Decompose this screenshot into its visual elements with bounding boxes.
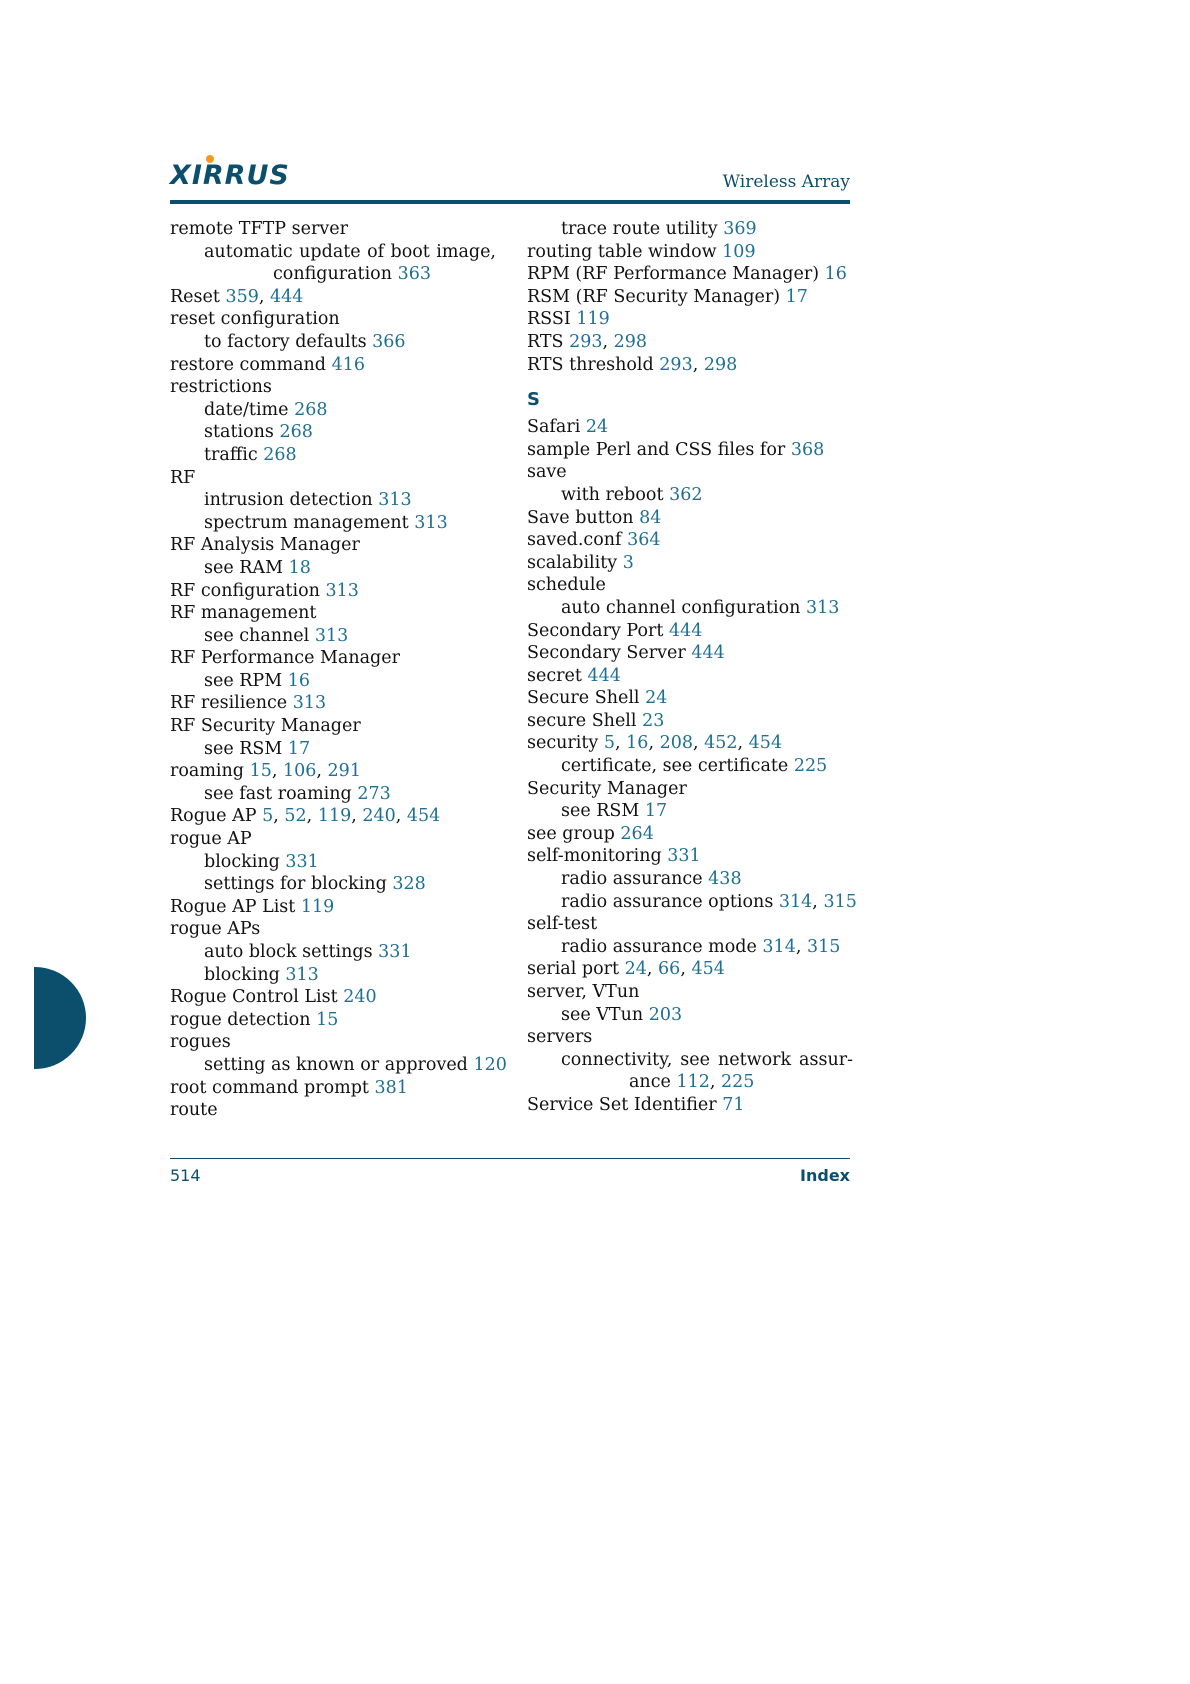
index-entry — [527, 574, 857, 597]
page-reference-link[interactable]: 84 — [639, 507, 662, 528]
index-term: traffic — [204, 444, 258, 465]
page-reference-link[interactable]: 452 — [704, 733, 738, 754]
index-entry — [170, 941, 500, 964]
index-entry — [527, 868, 857, 891]
index-term: radio assurance — [561, 869, 703, 890]
page-reference-link[interactable]: 23 — [642, 710, 665, 731]
index-entry — [170, 715, 500, 738]
page-reference-link[interactable]: 240 — [343, 987, 377, 1008]
index-entry — [170, 647, 500, 670]
index-term: restore command — [170, 354, 326, 375]
page-reference-link[interactable]: 369 — [723, 219, 757, 239]
index-entry — [170, 873, 500, 896]
index-entry — [527, 507, 857, 530]
page-reference-link[interactable]: 268 — [263, 444, 297, 465]
index-entry — [170, 308, 500, 331]
index-term: Security Manager — [527, 778, 687, 799]
page-reference-link[interactable]: 313 — [414, 512, 448, 533]
index-term: RSSI — [527, 309, 571, 330]
index-term: roaming — [170, 761, 244, 782]
index-term: radio assurance options — [561, 891, 774, 912]
index-entry — [170, 467, 500, 490]
index-entry — [170, 1054, 507, 1077]
index-entry — [170, 964, 500, 987]
footer-section-name: Index — [800, 1166, 850, 1185]
page-reference-link[interactable]: 240 — [362, 806, 396, 827]
page-reference-link[interactable]: 313 — [285, 964, 319, 985]
index-term: RSM (RF Security Manager) — [527, 286, 781, 307]
index-entry — [170, 263, 500, 286]
index-entry: RTS threshold 293, 298 — [527, 354, 738, 375]
index-term: Rogue AP List — [170, 896, 296, 917]
index-term: secure Shell — [527, 710, 637, 731]
page-reference-link[interactable]: 366 — [372, 331, 406, 352]
index-entry — [170, 1077, 500, 1100]
page-reference-link[interactable]: 298 — [703, 354, 738, 375]
index-entry — [527, 778, 857, 801]
index-entry — [527, 241, 857, 264]
index-term: Reset — [170, 286, 220, 307]
index-entry: security 5, 16, 208, 452, 454 — [527, 733, 783, 754]
index-entry: Rogue AP 5, 52, 119, 240, 454 — [170, 806, 441, 827]
index-entry — [527, 665, 857, 688]
page-reference-link[interactable]: 15 — [316, 1009, 339, 1030]
page-reference-link[interactable]: 368 — [790, 439, 825, 460]
index-term: saved.conf — [527, 530, 622, 551]
index-entry — [170, 670, 500, 693]
index-entry: Reset 359, 444 — [170, 286, 304, 307]
index-entry — [527, 263, 857, 286]
index-entry — [170, 218, 500, 241]
page-reference-link[interactable]: 359 — [225, 286, 259, 307]
index-term: auto block settings — [204, 942, 373, 962]
page-reference-link[interactable]: 331 — [285, 851, 319, 872]
index-term: self-test — [527, 914, 598, 935]
index-term: RF Performance Manager — [170, 648, 400, 669]
index-term: rogue AP — [170, 829, 252, 850]
page-reference-link[interactable]: 24 — [585, 417, 609, 438]
page-reference-link[interactable]: 5 — [262, 806, 274, 827]
index-term: restrictions — [170, 377, 272, 398]
page-reference-link[interactable]: 3 — [622, 552, 634, 573]
index-term: remote TFTP server — [170, 219, 348, 239]
index-term: serial port — [527, 959, 620, 980]
page-reference-link[interactable]: 315 — [806, 936, 841, 957]
page-reference-link[interactable]: 112 — [676, 1072, 710, 1093]
header-title: Wireless Array — [722, 172, 850, 192]
index-entry — [527, 286, 857, 309]
header-rule — [170, 200, 850, 204]
page-reference-link[interactable]: 17 — [644, 801, 668, 822]
index-term: connectivity, see network assur- — [561, 1049, 853, 1070]
index-entry — [527, 642, 857, 665]
index-entry — [527, 981, 857, 1004]
index-term: root command prompt — [170, 1077, 369, 1098]
index-entry — [527, 484, 857, 507]
page-reference-link[interactable]: 454 — [748, 733, 783, 754]
index-term: with reboot — [561, 484, 664, 505]
section-thumb-tab — [34, 967, 86, 1069]
index-entry — [170, 1031, 500, 1054]
page-reference-link[interactable]: 24 — [645, 688, 668, 709]
index-term: secret — [527, 665, 582, 686]
index-entry — [527, 308, 857, 331]
index-term: to factory defaults — [204, 331, 367, 352]
page-reference-link[interactable]: 444 — [270, 286, 304, 307]
index-term: see fast roaming — [204, 783, 352, 804]
index-entry — [527, 1026, 857, 1049]
index-term: ance — [629, 1072, 671, 1093]
index-term: stations — [204, 422, 274, 443]
index-term: RF management — [170, 603, 317, 624]
index-term: Secondary Server — [527, 643, 686, 664]
page-reference-link[interactable]: 331 — [378, 942, 412, 962]
page-reference-link[interactable]: 71 — [722, 1094, 745, 1115]
index-term: Secure Shell — [527, 688, 640, 709]
index-term: rogue APs — [170, 919, 261, 940]
index-entry: roaming 15, 106, 291 — [170, 761, 361, 782]
index-entry: radio assurance mode 314, 315 — [561, 936, 841, 957]
logo-text: XIRRUS — [170, 160, 290, 191]
index-entry: radio assurance options 314, 315 — [561, 891, 857, 912]
index-entry — [527, 529, 857, 552]
page-reference-link[interactable]: 120 — [473, 1054, 507, 1075]
index-entry: serial port 24, 66, 454 — [527, 959, 725, 980]
page-reference-link[interactable]: 52 — [284, 806, 307, 827]
page-reference-link[interactable]: 5 — [603, 733, 616, 754]
index-term: servers — [527, 1027, 593, 1048]
page-reference-link[interactable]: 293 — [569, 331, 603, 352]
index-entry — [170, 557, 500, 580]
index-term: RF Analysis Manager — [170, 535, 360, 556]
index-entry — [170, 896, 500, 919]
index-entry — [527, 710, 857, 733]
xirrus-logo — [170, 150, 320, 198]
index-entry — [527, 597, 857, 620]
index-term: route — [170, 1100, 218, 1121]
index-term: intrusion detection — [204, 490, 373, 511]
index-entry — [170, 783, 500, 806]
page-reference-link[interactable]: 119 — [300, 896, 335, 917]
index-term: RTS threshold — [527, 354, 654, 375]
page-reference-link[interactable]: 438 — [708, 869, 742, 890]
index-term: see RSM — [561, 801, 640, 822]
index-term: Safari — [527, 417, 581, 438]
page-reference-link[interactable]: 24 — [624, 959, 647, 980]
page-reference-link[interactable]: 298 — [613, 331, 648, 352]
index-term: radio assurance mode — [561, 936, 757, 957]
index-term: see RSM — [204, 738, 283, 759]
page-reference-link[interactable]: 119 — [317, 806, 352, 827]
page-reference-link[interactable]: 291 — [327, 761, 361, 782]
index-entry — [170, 399, 500, 422]
page-header — [170, 150, 850, 206]
index-term: see RPM — [204, 670, 283, 691]
index-term: save — [527, 462, 567, 483]
index-term: rogue detection — [170, 1009, 311, 1030]
index-term: server, VTun — [527, 982, 640, 1002]
page-reference-link[interactable]: 381 — [374, 1077, 408, 1098]
page-reference-link[interactable]: 454 — [406, 806, 441, 827]
index-term: schedule — [527, 575, 606, 596]
page-reference-link[interactable]: 313 — [325, 580, 359, 601]
page-reference-link[interactable]: 106 — [283, 761, 317, 782]
index-entry — [170, 580, 500, 603]
page-reference-link[interactable]: 314 — [778, 891, 813, 912]
index-entry — [170, 241, 500, 264]
index-entry — [170, 376, 500, 399]
index-entry — [527, 1049, 857, 1072]
index-term: rogues — [170, 1032, 231, 1053]
index-entry — [170, 828, 500, 851]
footer-rule — [170, 1158, 850, 1159]
index-term: sample Perl and CSS files for — [527, 439, 786, 460]
index-entry — [170, 1009, 500, 1032]
index-entry — [170, 354, 500, 377]
index-entry — [170, 692, 500, 715]
index-term: see channel — [204, 625, 310, 646]
index-entry — [527, 687, 857, 710]
page-reference-link[interactable]: 362 — [669, 484, 703, 505]
index-entry: RTS 293, 298 — [527, 331, 648, 352]
index-entry — [527, 461, 857, 484]
page-reference-link[interactable]: 444 — [668, 620, 703, 641]
index-entry — [527, 439, 857, 462]
page-reference-link[interactable]: 16 — [626, 733, 649, 754]
index-term: RTS — [527, 331, 564, 352]
index-entry — [527, 1094, 857, 1117]
index-letter-heading: S — [527, 389, 540, 411]
index-entry — [527, 845, 857, 868]
index-entry — [170, 851, 500, 874]
index-term: auto channel configuration — [561, 597, 801, 618]
index-term: scalability — [527, 552, 618, 573]
page-reference-link[interactable]: 17 — [287, 738, 311, 759]
page-reference-link[interactable]: 328 — [392, 874, 426, 895]
page-reference-link[interactable]: 119 — [576, 309, 610, 330]
index-column-left — [170, 218, 507, 1122]
index-entry — [170, 986, 500, 1009]
index-entry — [170, 738, 500, 761]
page-reference-link[interactable]: 273 — [357, 783, 391, 804]
index-entry — [527, 755, 857, 778]
index-entry — [170, 534, 500, 557]
page-reference-link[interactable]: 444 — [587, 665, 621, 686]
index-column-right — [527, 218, 857, 1117]
page-reference-link[interactable]: 364 — [627, 530, 661, 551]
footer-page-number: 514 — [170, 1166, 201, 1185]
index-entry — [527, 218, 857, 241]
page-reference-link[interactable]: 313 — [314, 625, 349, 646]
index-term: Secondary Port — [527, 620, 664, 641]
page-reference-link[interactable]: 268 — [294, 399, 328, 420]
index-term: Rogue Control List — [170, 987, 338, 1008]
page-reference-link[interactable]: 268 — [279, 422, 313, 443]
page-reference-link[interactable]: 293 — [659, 354, 693, 375]
index-term: trace route utility — [561, 219, 718, 239]
index-term: RF resilience — [170, 693, 288, 714]
index-entry — [170, 625, 500, 648]
page-reference-link[interactable]: 313 — [292, 693, 327, 714]
index-term: blocking — [204, 851, 280, 872]
index-entry — [170, 512, 500, 535]
index-entry: ance 112, 225 — [629, 1072, 755, 1093]
page-reference-link[interactable]: 264 — [620, 823, 654, 844]
index-term: RF Security Manager — [170, 716, 361, 737]
page-reference-link[interactable]: 363 — [397, 264, 431, 285]
index-term: RPM (RF Performance Manager) — [527, 264, 820, 285]
index-entry — [170, 602, 500, 625]
index-term: RF — [170, 467, 196, 488]
index-entry — [170, 331, 500, 354]
page-reference-link[interactable]: 416 — [331, 354, 365, 375]
index-term: blocking — [204, 964, 280, 985]
page-reference-link[interactable]: 109 — [722, 241, 756, 262]
index-term: spectrum management — [204, 512, 409, 533]
index-term: Rogue AP — [170, 806, 257, 827]
page-reference-link[interactable]: 208 — [659, 733, 693, 754]
page-reference-link[interactable]: 315 — [823, 891, 857, 912]
page-reference-link[interactable]: 15 — [249, 761, 272, 782]
index-term: Save button — [527, 507, 634, 528]
index-term: automatic update of boot image, — [204, 241, 496, 262]
index-term: certificate, see certificate — [561, 756, 789, 777]
page-reference-link[interactable]: 313 — [378, 490, 412, 511]
page-reference-link[interactable]: 203 — [648, 1004, 683, 1025]
index-entry — [170, 489, 500, 512]
index-term: date/time — [204, 399, 289, 420]
index-term: Service Set Identifier — [527, 1094, 717, 1115]
index-term: configuration — [273, 264, 392, 285]
page-reference-link[interactable]: 314 — [762, 936, 796, 957]
index-entry — [170, 421, 500, 444]
index-entry — [527, 823, 857, 846]
index-term: self-monitoring — [527, 846, 662, 867]
page-reference-link[interactable]: 225 — [793, 756, 828, 777]
index-entry — [527, 1004, 857, 1027]
page-reference-link[interactable]: 16 — [287, 670, 310, 691]
page-reference-link[interactable]: 17 — [785, 286, 808, 307]
index-entry — [527, 800, 857, 823]
index-term: see group — [527, 823, 615, 844]
page-reference-link[interactable]: 225 — [721, 1072, 755, 1093]
index-term: security — [527, 733, 599, 754]
page-reference-link[interactable]: 331 — [667, 846, 701, 867]
page-reference-link[interactable]: 16 — [824, 264, 847, 285]
index-term: see VTun — [561, 1004, 644, 1025]
index-entry — [527, 620, 857, 643]
index-entry — [170, 918, 500, 941]
index-entry — [527, 913, 857, 936]
index-entry — [527, 552, 857, 575]
page-reference-link[interactable]: 66 — [658, 959, 681, 980]
index-entry — [170, 444, 500, 467]
index-term: settings for blocking — [204, 874, 387, 895]
index-term: reset configuration — [170, 309, 340, 330]
page-reference-link[interactable]: 454 — [691, 959, 725, 980]
index-term: setting as known or approved — [204, 1054, 468, 1075]
index-term: see RAM — [204, 557, 283, 578]
index-term: routing table window — [527, 241, 717, 262]
index-entry — [527, 416, 857, 439]
page-reference-link[interactable]: 313 — [805, 597, 840, 618]
index-term: RF configuration — [170, 580, 320, 601]
page-reference-link[interactable]: 18 — [288, 557, 311, 578]
page-reference-link[interactable]: 444 — [691, 643, 725, 664]
index-entry — [170, 1099, 500, 1122]
